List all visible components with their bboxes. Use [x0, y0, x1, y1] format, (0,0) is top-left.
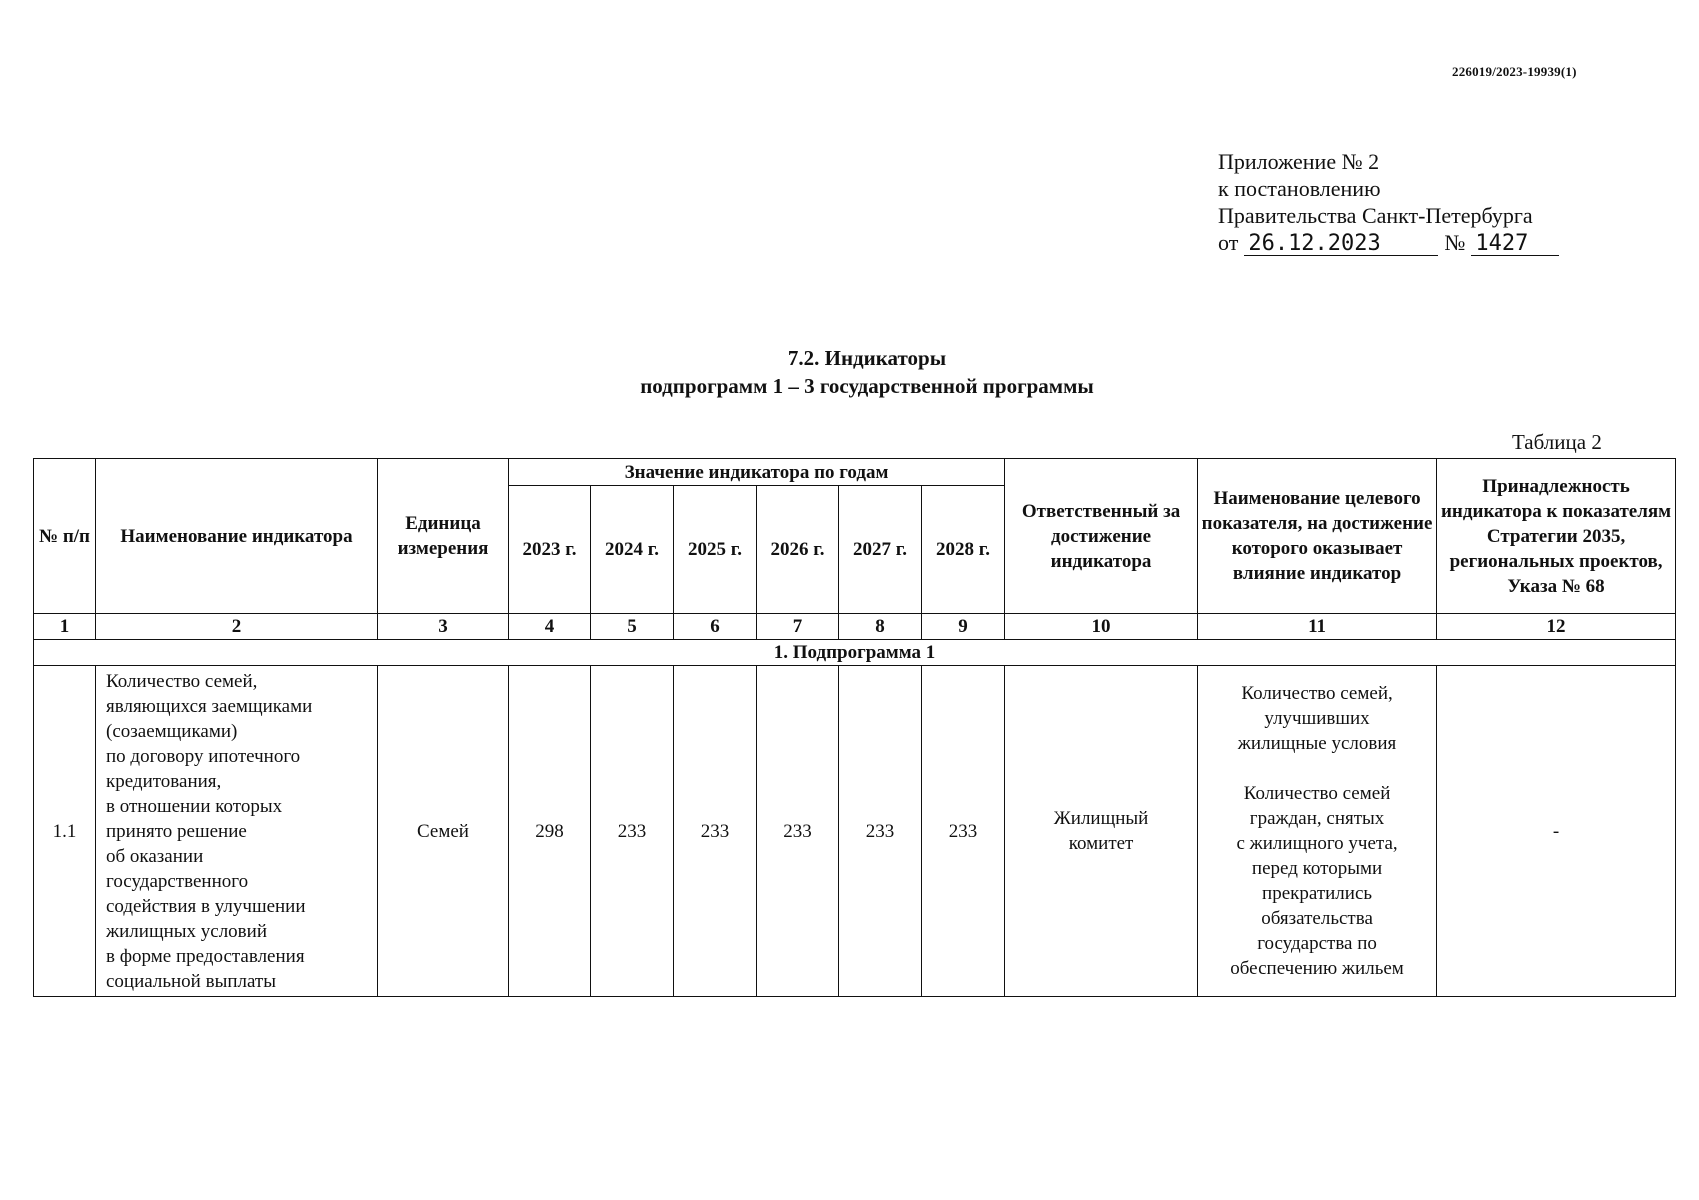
- name-line: (созаемщиками): [106, 720, 238, 742]
- name-line: в форме предоставления: [106, 945, 305, 967]
- table-row: [34, 666, 1676, 997]
- appendix-block: [1218, 148, 1559, 256]
- target-line: граждан, снятых: [1249, 808, 1385, 829]
- name-line: жилищных условий: [106, 920, 267, 942]
- name-line: в отношении которых: [106, 795, 283, 817]
- target-line: с жилищного учета,: [1236, 833, 1398, 854]
- document-number: 226019/2023-19939(1): [1452, 64, 1577, 79]
- unit-cell: Семей: [378, 666, 509, 997]
- header-year: 2028 г.: [922, 486, 1005, 614]
- title-line: 7.2. Индикаторы: [787, 346, 947, 370]
- value-cell: 233: [674, 666, 757, 997]
- header-year: 2025 г.: [674, 486, 757, 614]
- header-unit: Единица измерения: [378, 459, 509, 614]
- title-line: подпрограмм 1 – 3 государственной программы: [640, 374, 1094, 398]
- header-year: 2027 г.: [839, 486, 922, 614]
- number-sign: №: [1444, 230, 1466, 255]
- column-number: 11: [1198, 614, 1437, 640]
- header-strategy: Принадлежность индикатора к показателям Стратегии 2035, региональных проектов, Указа № 68: [1437, 459, 1676, 614]
- appendix-line: Приложение № 2: [1218, 149, 1380, 174]
- name-line: кредитования,: [106, 770, 222, 792]
- row-num: 1.1: [34, 666, 96, 997]
- target-spacer: [1200, 756, 1434, 781]
- header-year: 2024 г.: [591, 486, 674, 614]
- responsible-line: комитет: [1068, 833, 1134, 854]
- column-number: 4: [509, 614, 591, 640]
- column-number: 6: [674, 614, 757, 640]
- header-values-group: Значение индикатора по годам: [509, 459, 1005, 486]
- column-number: 5: [591, 614, 674, 640]
- value-cell: 298: [509, 666, 591, 997]
- header-year: 2023 г.: [509, 486, 591, 614]
- document-title: [0, 344, 1699, 400]
- column-number: 3: [378, 614, 509, 640]
- name-line: по договору ипотечного: [106, 745, 301, 767]
- name-line: государственного: [106, 870, 249, 892]
- header-num: № п/п: [34, 459, 96, 614]
- name-line: принято решение: [106, 820, 247, 842]
- column-number: 7: [757, 614, 839, 640]
- target-line: обязательства: [1261, 908, 1373, 929]
- target-cell: [1198, 666, 1437, 997]
- value-cell: 233: [591, 666, 674, 997]
- name-line: содействия в улучшении: [106, 895, 306, 917]
- name-line: социальной выплаты: [106, 970, 276, 992]
- date-number-line: [1218, 229, 1559, 256]
- column-number: 1: [34, 614, 96, 640]
- column-number: 12: [1437, 614, 1676, 640]
- decree-number: 1427: [1471, 233, 1559, 256]
- indicator-name: [96, 666, 378, 997]
- responsible-line: Жилищный: [1053, 808, 1149, 829]
- target-line: перед которыми: [1251, 858, 1383, 879]
- header-year: 2026 г.: [757, 486, 839, 614]
- name-line: являющихся заемщиками: [106, 695, 313, 717]
- responsible-cell: [1005, 666, 1198, 997]
- target-line: государства по: [1257, 933, 1377, 954]
- indicators-table: [33, 458, 1676, 997]
- value-cell: 233: [922, 666, 1005, 997]
- value-cell: 233: [757, 666, 839, 997]
- appendix-line: Правительства Санкт-Петербурга: [1218, 203, 1533, 228]
- header-responsible: Ответственный за достижение индикатора: [1005, 459, 1198, 614]
- table-label: Таблица 2: [1512, 430, 1602, 454]
- appendix-line: к постановлению: [1218, 176, 1381, 201]
- column-number: 8: [839, 614, 922, 640]
- target-line: прекратились: [1262, 883, 1373, 904]
- subprogram-title: 1. Подпрограмма 1: [34, 640, 1676, 666]
- value-cell: 233: [839, 666, 922, 997]
- target-line: обеспечению жильем: [1230, 958, 1404, 979]
- target-line: Количество семей,: [1241, 683, 1393, 704]
- column-number: 2: [96, 614, 378, 640]
- name-line: Количество семей,: [106, 670, 258, 692]
- column-number: 9: [922, 614, 1005, 640]
- target-line: улучшивших: [1264, 708, 1370, 729]
- target-line: жилищные условия: [1237, 733, 1397, 754]
- decree-date: 26.12.2023: [1244, 233, 1438, 256]
- target-line: Количество семей: [1243, 783, 1391, 804]
- strategy-cell: -: [1437, 666, 1676, 997]
- header-name: Наименование индикатора: [96, 459, 378, 614]
- column-number: 10: [1005, 614, 1198, 640]
- name-line: об оказании: [106, 845, 204, 867]
- header-target: Наименование целевого показателя, на достижение которого оказывает влияние индикатор: [1198, 459, 1437, 614]
- date-prefix: от: [1218, 230, 1239, 255]
